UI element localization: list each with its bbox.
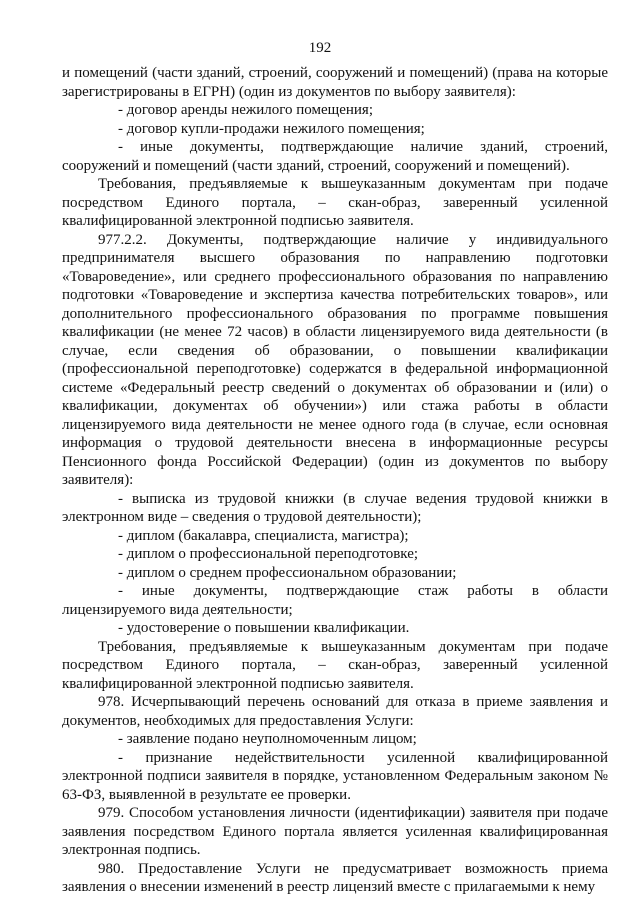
list-item: - иные документы, подтверждающие стаж работы в области лицензируемого вида деятельности;: [62, 583, 608, 618]
list-item: - заявление подано неуполномоченным лицом;: [118, 731, 417, 747]
list-item: - договор аренды нежилого помещения;: [118, 102, 373, 118]
list-item: - диплом (бакалавра, специалиста, магистра);: [118, 527, 409, 544]
paragraph: 980. Предоставление Услуги не предусматривает возможность приема заявления о внесении изменений в реестр лицензий вместе с прилагаемыми к нему: [62, 860, 608, 895]
paragraph: и помещений (части зданий, строений, сооружений и помещений) (права на которые зарегистрированы в ЕГРН) (один из документов по выбору заявителя):: [62, 65, 608, 100]
paragraph: 977.2.2. Документы, подтверждающие наличие у индивидуального предпринимателя высшего образования по направлению подготовки «Товароведение», или среднего профессионального образования по направлению подготовки «Товароведение и экспертиза качества потребительских товаров», или дополнительного профессионального образования по программе повышения квалификации (не менее 72 часов) в области лицензируемого вида деятельности (в случае, если сведения об образовании, о повышении квалификации (профессиональной переподготовке) содержатся в федеральной информационной системе «Федеральный реестр сведений о документах об образовании и (или) о квалификации, документах об обучении») или стажа работы в области лицензируемого вида деятельности не менее одного года (в случае, если основная информация о трудовой деятельности внесена в информационные ресурсы Пенсионного фонда Российской Федерации) (один из документов по выбору заявителя):: [62, 231, 608, 488]
paragraph: Требования, предъявляемые к вышеуказанным документам при подаче посредством Единого портала, – скан-образ, заверенный усиленной квалифицированной электронной подписью заявителя.: [62, 176, 608, 229]
list-item: - диплом о профессиональной переподготовке;: [118, 546, 419, 562]
page-number: 192: [308, 40, 332, 56]
paragraph: 979. Способом установления личности (идентификации) заявителя при подаче заявления посредством Единого портала является усиленная квалифицированная электронная подпись.: [62, 805, 608, 858]
paragraph: 978. Исчерпывающий перечень оснований для отказа в приеме заявления и документов, необходимых для предоставления Услуги:: [62, 694, 608, 729]
list-item: - иные документы, подтверждающие наличие зданий, строений, сооружений и помещений (части зданий, строений, сооружений и помещений).: [62, 139, 608, 174]
paragraph: Требования, предъявляемые к вышеуказанным документам при подаче посредством Единого портала, – скан-образ, заверенный усиленной квалифицированной электронной подписью заявителя.: [62, 638, 608, 692]
list-item: - выписка из трудовой книжки (в случае ведения трудовой книжки в электронном виде – сведения о трудовой деятельности);: [62, 490, 608, 525]
list-item: - диплом о среднем профессиональном образовании;: [118, 564, 457, 581]
list-item: - удостоверение о повышении квалификации.: [118, 620, 410, 636]
list-item: - договор купли-продажи нежилого помещения;: [118, 120, 425, 137]
list-item: - признание недействительности усиленной квалифицированной электронной подписи заявителя в порядке, установленном Федеральным законом № 63-ФЗ, выявленной в результате ее проверки.: [62, 749, 608, 803]
document-body: [62, 64, 608, 897]
